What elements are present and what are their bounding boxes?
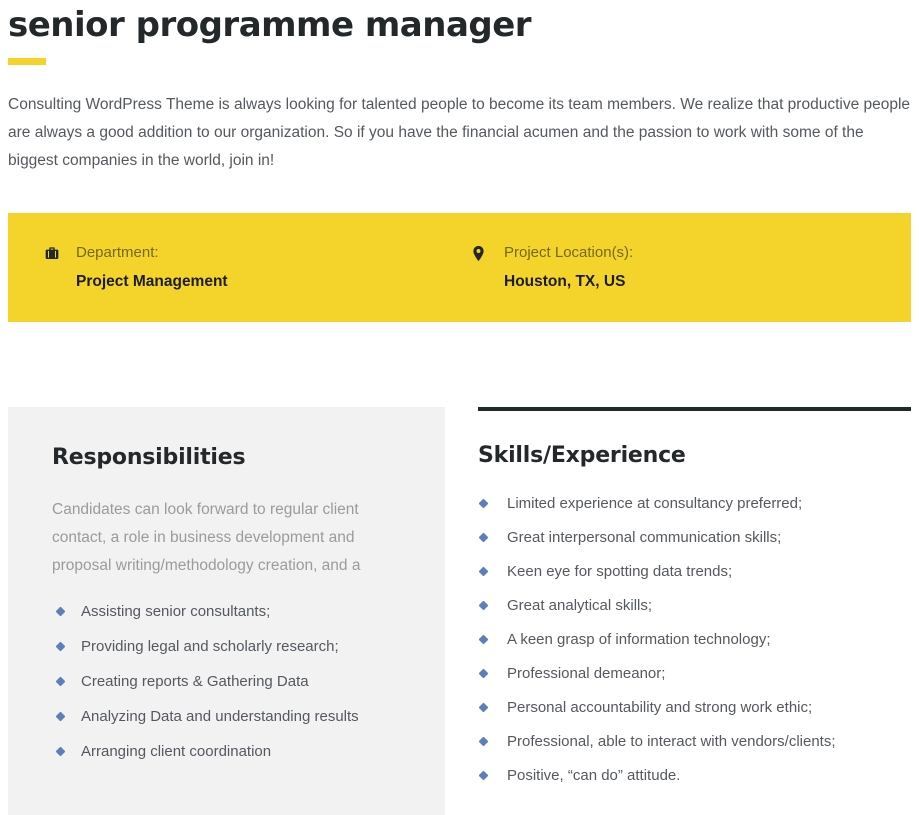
list-item [52,637,403,657]
diamond-bullet-icon [479,533,489,543]
list-item-text: Arranging client coordination [81,743,272,761]
diamond-bullet-icon [56,747,66,757]
list-item-text: Great analytical skills; [507,597,653,615]
list-item-text: A keen grasp of information technology; [507,631,771,649]
diamond-bullet-icon [479,703,489,713]
briefcase-icon [44,245,60,261]
page-title: senior programme manager [8,5,532,45]
list-item-text: Great interpersonal communication skills; [507,529,782,547]
job-intro-paragraph: Consulting WordPress Theme is always looking for talented people to become its team members. We realize that productive people are always a good addition to our organization. So if you have the financial acumen and the passion to work with some of the biggest companies in the world, join in! [8,96,911,170]
meta-department [8,243,472,292]
list-item-text: Limited experience at consultancy preferred; [507,495,803,513]
list-item [478,596,911,616]
diamond-bullet-icon [56,607,66,617]
responsibilities-section [8,407,445,815]
list-item [52,742,403,762]
skills-heading: Skills/Experience [478,443,686,469]
list-item-text: Assisting senior consultants; [81,603,271,621]
responsibilities-list [52,602,403,762]
list-item-text: Creating reports & Gathering Data [81,673,309,691]
list-item [52,707,403,727]
department-label: Department: [76,244,159,262]
list-item [478,698,911,718]
diamond-bullet-icon [56,712,66,722]
diamond-bullet-icon [56,642,66,652]
meta-department-text [76,243,228,292]
location-label: Project Location(s): [504,244,634,262]
list-item [478,494,911,514]
list-item [478,528,911,548]
diamond-bullet-icon [479,499,489,509]
title-accent-bar [8,58,46,65]
diamond-bullet-icon [56,677,66,687]
diamond-bullet-icon [479,669,489,679]
department-value: Project Management [76,273,228,291]
content-columns [8,407,911,815]
skills-section [478,407,911,800]
list-item-text: Personal accountability and strong work ethic; [507,699,813,717]
list-item [478,562,911,582]
diamond-bullet-icon [479,771,489,781]
diamond-bullet-icon [479,635,489,645]
list-item [52,602,403,622]
diamond-bullet-icon [479,601,489,611]
list-item-text: Professional, able to interact with vendors/clients; [507,733,836,751]
list-item-text: Providing legal and scholarly research; [81,638,339,656]
list-item [478,732,911,752]
meta-location-text [504,243,633,292]
skills-list [478,494,911,786]
list-item [478,664,911,684]
list-item [52,672,403,692]
list-item-text: Professional demeanor; [507,665,666,683]
responsibilities-intro: Candidates can look forward to regular client contact, a role in business development and proposal writing/methodology creation, and a [52,501,361,575]
list-item [478,630,911,650]
list-item-text: Keen eye for spotting data trends; [507,563,733,581]
list-item-text: Analyzing Data and understanding results [81,708,359,726]
location-value: Houston, TX, US [504,273,626,291]
meta-location [472,243,911,292]
list-item-text: Positive, “can do” attitude. [507,767,681,785]
responsibilities-heading: Responsibilities [52,445,246,471]
diamond-bullet-icon [479,737,489,747]
map-pin-icon [472,245,488,262]
job-meta-banner [8,213,911,322]
diamond-bullet-icon [479,567,489,577]
list-item [478,766,911,786]
